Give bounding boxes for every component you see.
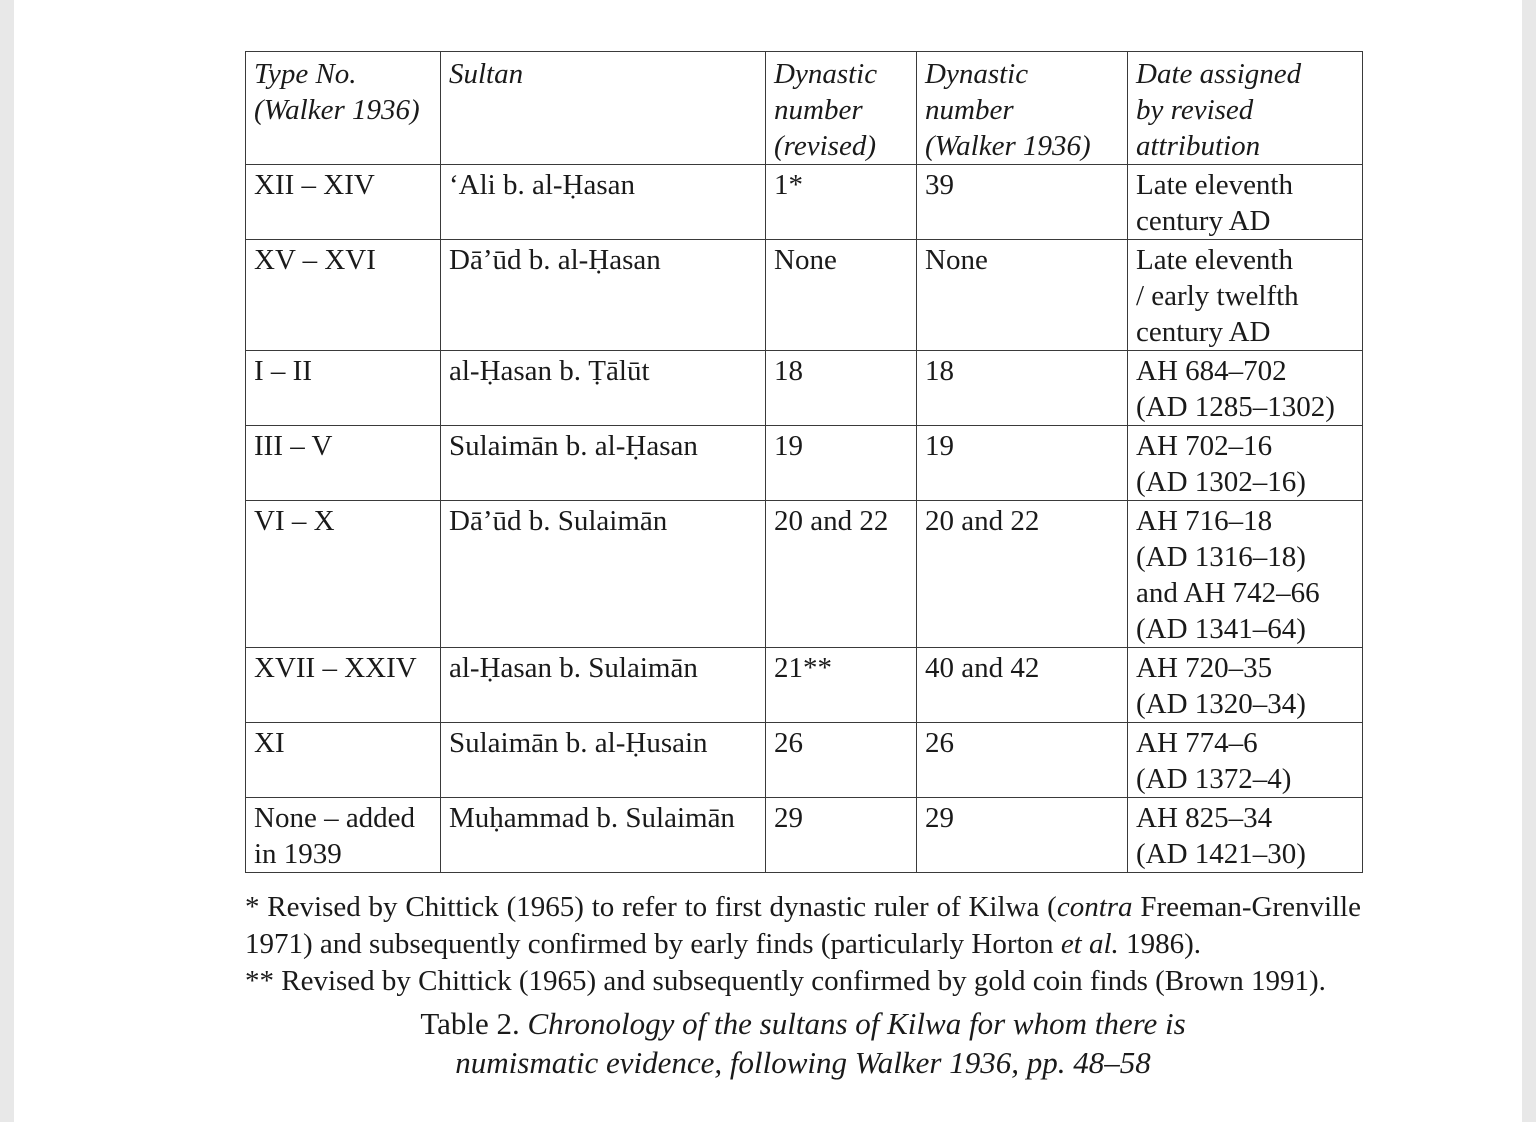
cell-dynastic-walker: None <box>917 240 1128 351</box>
table-header-row <box>246 52 1363 165</box>
cell-date-assigned: AH 720–35 (AD 1320–34) <box>1128 648 1363 723</box>
header-type-no: Type No. (Walker 1936) <box>246 52 441 165</box>
header-sultan: Sultan <box>441 52 766 165</box>
caption-label: Table 2. <box>420 1006 520 1041</box>
cell-dynastic-revised: None <box>766 240 917 351</box>
cell-date-assigned: Late eleventh century AD <box>1128 165 1363 240</box>
cell-dynastic-walker: 29 <box>917 798 1128 873</box>
cell-dynastic-walker: 39 <box>917 165 1128 240</box>
header-dynastic-revised: Dynastic number (revised) <box>766 52 917 165</box>
cell-type-no: None – added in 1939 <box>246 798 441 873</box>
header-date-assigned: Date assigned by revised attribution <box>1128 52 1363 165</box>
cell-date-assigned: Late eleventh / early twelfth century AD <box>1128 240 1363 351</box>
cell-dynastic-revised: 19 <box>766 426 917 501</box>
cell-type-no: VI – X <box>246 501 441 648</box>
cell-sultan: Sulaimān b. al-Ḥusain <box>441 723 766 798</box>
cell-dynastic-revised: 1* <box>766 165 917 240</box>
cell-date-assigned: AH 774–6 (AD 1372–4) <box>1128 723 1363 798</box>
cell-dynastic-revised: 20 and 22 <box>766 501 917 648</box>
document-page <box>14 0 1522 1122</box>
cell-sultan: Muḥammad b. Sulaimān <box>441 798 766 873</box>
cell-type-no: XVII – XXIV <box>246 648 441 723</box>
table-row <box>246 648 1363 723</box>
cell-dynastic-walker: 19 <box>917 426 1128 501</box>
caption-text-line-2: numismatic evidence, following Walker 1936, pp. 48–58 <box>455 1045 1151 1080</box>
cell-date-assigned: AH 716–18 (AD 1316–18) and AH 742–66 (AD 1341–64) <box>1128 501 1363 648</box>
cell-date-assigned: AH 702–16 (AD 1302–16) <box>1128 426 1363 501</box>
cell-dynastic-revised: 26 <box>766 723 917 798</box>
cell-sultan: ‘Ali b. al-Ḥasan <box>441 165 766 240</box>
cell-sultan: Dā’ūd b. Sulaimān <box>441 501 766 648</box>
cell-sultan: al-Ḥasan b. Ṭālūt <box>441 351 766 426</box>
table-row <box>246 723 1363 798</box>
cell-date-assigned: AH 684–702 (AD 1285–1302) <box>1128 351 1363 426</box>
cell-type-no: XII – XIV <box>246 165 441 240</box>
header-dynastic-walker: Dynastic number (Walker 1936) <box>917 52 1128 165</box>
cell-type-no: III – V <box>246 426 441 501</box>
cell-dynastic-revised: 18 <box>766 351 917 426</box>
footnote-single-asterisk: * Revised by Chittick (1965) to refer to first dynastic ruler of Kilwa (contra Freeman-Grenville 1971) and subsequently confirmed by early finds (particularly Horton et al. 1986). <box>245 891 1361 960</box>
cell-date-assigned: AH 825–34 (AD 1421–30) <box>1128 798 1363 873</box>
cell-type-no: XI <box>246 723 441 798</box>
cell-sultan: Dā’ūd b. al-Ḥasan <box>441 240 766 351</box>
table-notes <box>245 889 1361 1000</box>
cell-dynastic-walker: 20 and 22 <box>917 501 1128 648</box>
table-row <box>246 240 1363 351</box>
caption-text-line-1: Chronology of the sultans of Kilwa for whom there is <box>527 1006 1186 1041</box>
table-body <box>246 165 1363 873</box>
cell-sultan: Sulaimān b. al-Ḥasan <box>441 426 766 501</box>
document-content <box>245 51 1361 1082</box>
cell-sultan: al-Ḥasan b. Sulaimān <box>441 648 766 723</box>
table-row <box>246 798 1363 873</box>
table-row <box>246 351 1363 426</box>
cell-dynastic-walker: 26 <box>917 723 1128 798</box>
cell-dynastic-walker: 18 <box>917 351 1128 426</box>
footnote-double-asterisk: ** Revised by Chittick (1965) and subsequently confirmed by gold coin finds (Brown 1991). <box>245 965 1326 997</box>
table-row <box>246 501 1363 648</box>
cell-type-no: XV – XVI <box>246 240 441 351</box>
cell-dynastic-revised: 29 <box>766 798 917 873</box>
cell-type-no: I – II <box>246 351 441 426</box>
table-row <box>246 426 1363 501</box>
table-caption <box>245 1004 1361 1082</box>
cell-dynastic-revised: 21** <box>766 648 917 723</box>
table-row <box>246 165 1363 240</box>
chronology-table <box>245 51 1363 873</box>
cell-dynastic-walker: 40 and 42 <box>917 648 1128 723</box>
